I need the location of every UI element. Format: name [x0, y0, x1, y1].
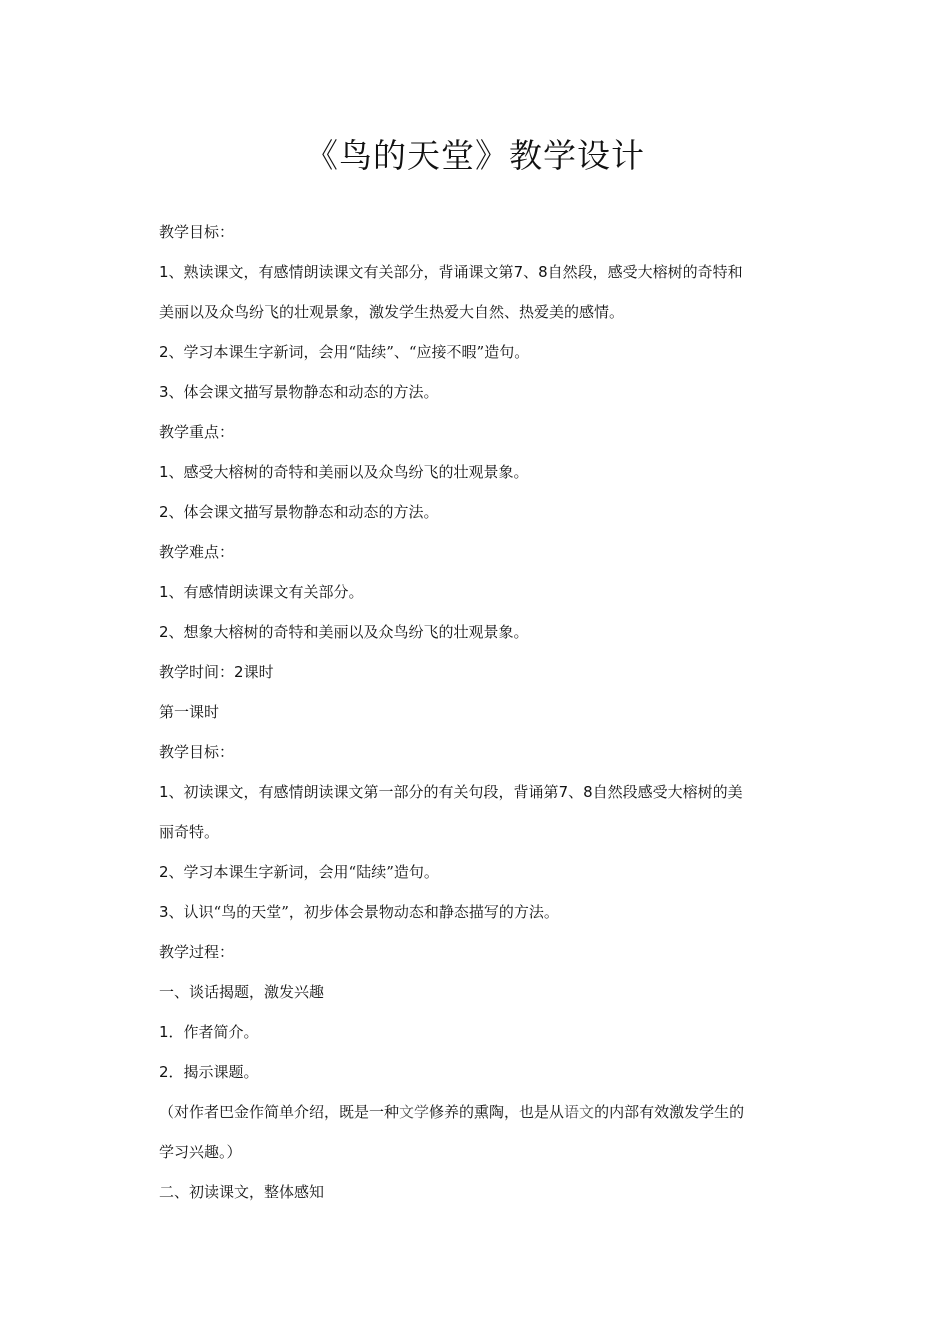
line-text: 、 — [568, 783, 584, 801]
line-text: 美丽以及众鸟纷飞的壮观景象，激发学生热爱大自然、热爱美的感情。 — [159, 303, 625, 321]
line-text: 教学难点： — [159, 543, 235, 561]
paragraph-line — [159, 1172, 793, 1212]
list-number: 3 — [159, 383, 169, 401]
list-number: 2 — [159, 863, 169, 881]
paragraph-line — [159, 732, 793, 772]
line-text: 、体会课文描写景物静态和动态的方法。 — [168, 383, 439, 401]
line-text: 二、初读课文，整体感知 — [159, 1183, 325, 1201]
line-text: 第一课时 — [159, 703, 220, 721]
list-number: 2 — [159, 623, 169, 641]
line-text: 自然段感受大榕树的美 — [592, 783, 743, 801]
paragraph-line — [159, 772, 793, 812]
line-text: 自然段，感受大榕树的奇特和 — [547, 263, 743, 281]
line-text: 教学过程： — [159, 943, 235, 961]
document-title: 《鸟的天堂》教学设计 — [305, 136, 645, 175]
paragraph-line — [159, 932, 793, 972]
line-text: 丽奇特。 — [159, 823, 220, 841]
paragraph-line — [159, 652, 793, 692]
line-text: 教学时间： — [159, 663, 235, 681]
line-number: 7 — [513, 263, 524, 281]
paragraph-line — [159, 492, 793, 532]
document-body — [159, 212, 793, 1212]
line-text: 、 — [523, 263, 539, 281]
paragraph-line — [159, 812, 793, 852]
line-text: 教学目标： — [159, 743, 235, 761]
line-text: 、想象大榕树的奇特和美丽以及众鸟纷飞的壮观景象。 — [168, 623, 529, 641]
list-number: 2 — [159, 343, 169, 361]
line-text: ．作者简介。 — [168, 1023, 259, 1041]
paragraph-line — [159, 972, 793, 1012]
line-text: ．揭示课题。 — [168, 1063, 259, 1081]
list-number: 1 — [159, 583, 169, 601]
list-number: 2 — [159, 503, 169, 521]
line-text: 、感受大榕树的奇特和美丽以及众鸟纷飞的壮观景象。 — [168, 463, 529, 481]
line-text: （对作者巴金作简单介绍，既是一种 — [159, 1103, 400, 1121]
paragraph-line — [159, 1052, 793, 1092]
list-number: 1 — [159, 463, 169, 481]
line-text: 课时 — [243, 663, 274, 681]
line-number: 7 — [558, 783, 569, 801]
paragraph-line — [159, 612, 793, 652]
line-text: 、初读课文，有感情朗读课文第一部分的有关句段，背诵第 — [168, 783, 559, 801]
paragraph-line — [159, 852, 793, 892]
line-text: 、有感情朗读课文有关部分。 — [168, 583, 364, 601]
paragraph-line — [159, 572, 793, 612]
line-text: 教学目标： — [159, 223, 235, 241]
list-number: 1 — [159, 1023, 169, 1041]
line-text: 、熟读课文，有感情朗读课文有关部分，背诵课文第 — [168, 263, 514, 281]
paragraph-line — [159, 1092, 793, 1132]
line-text: 教学重点： — [159, 423, 235, 441]
line-text: 学习兴趣。） — [159, 1143, 242, 1161]
line-text: 、学习本课生字新词，会用“陆续”造句。 — [168, 863, 439, 881]
inline-link-text: 文学 — [399, 1103, 430, 1121]
paragraph-line — [159, 212, 793, 252]
paragraph-line — [159, 1012, 793, 1052]
paragraph-line — [159, 892, 793, 932]
list-number: 1 — [159, 263, 169, 281]
line-number: 8 — [538, 263, 548, 281]
paragraph-line — [159, 252, 793, 292]
line-number: 8 — [583, 783, 593, 801]
list-number: 3 — [159, 903, 169, 921]
line-text: 、认识“鸟的天堂”，初步体会景物动态和静态描写的方法。 — [168, 903, 559, 921]
paragraph-line — [159, 452, 793, 492]
paragraph-line — [159, 692, 793, 732]
line-text: 一、谈话揭题，激发兴趣 — [159, 983, 325, 1001]
paragraph-line — [159, 372, 793, 412]
line-text: 、学习本课生字新词，会用“陆续”、“应接不暇”造句。 — [168, 343, 530, 361]
line-text: 修养的熏陶，也是从 — [429, 1103, 565, 1121]
paragraph-line — [159, 532, 793, 572]
line-number: 2 — [234, 663, 244, 681]
line-text: 、体会课文描写景物静态和动态的方法。 — [168, 503, 439, 521]
line-text: 的内部有效激发学生的 — [594, 1103, 745, 1121]
list-number: 2 — [159, 1063, 169, 1081]
paragraph-line — [159, 332, 793, 372]
paragraph-line — [159, 412, 793, 452]
paragraph-line — [159, 292, 793, 332]
inline-link-text: 语文 — [564, 1103, 595, 1121]
list-number: 1 — [159, 783, 169, 801]
paragraph-line — [159, 1132, 793, 1172]
